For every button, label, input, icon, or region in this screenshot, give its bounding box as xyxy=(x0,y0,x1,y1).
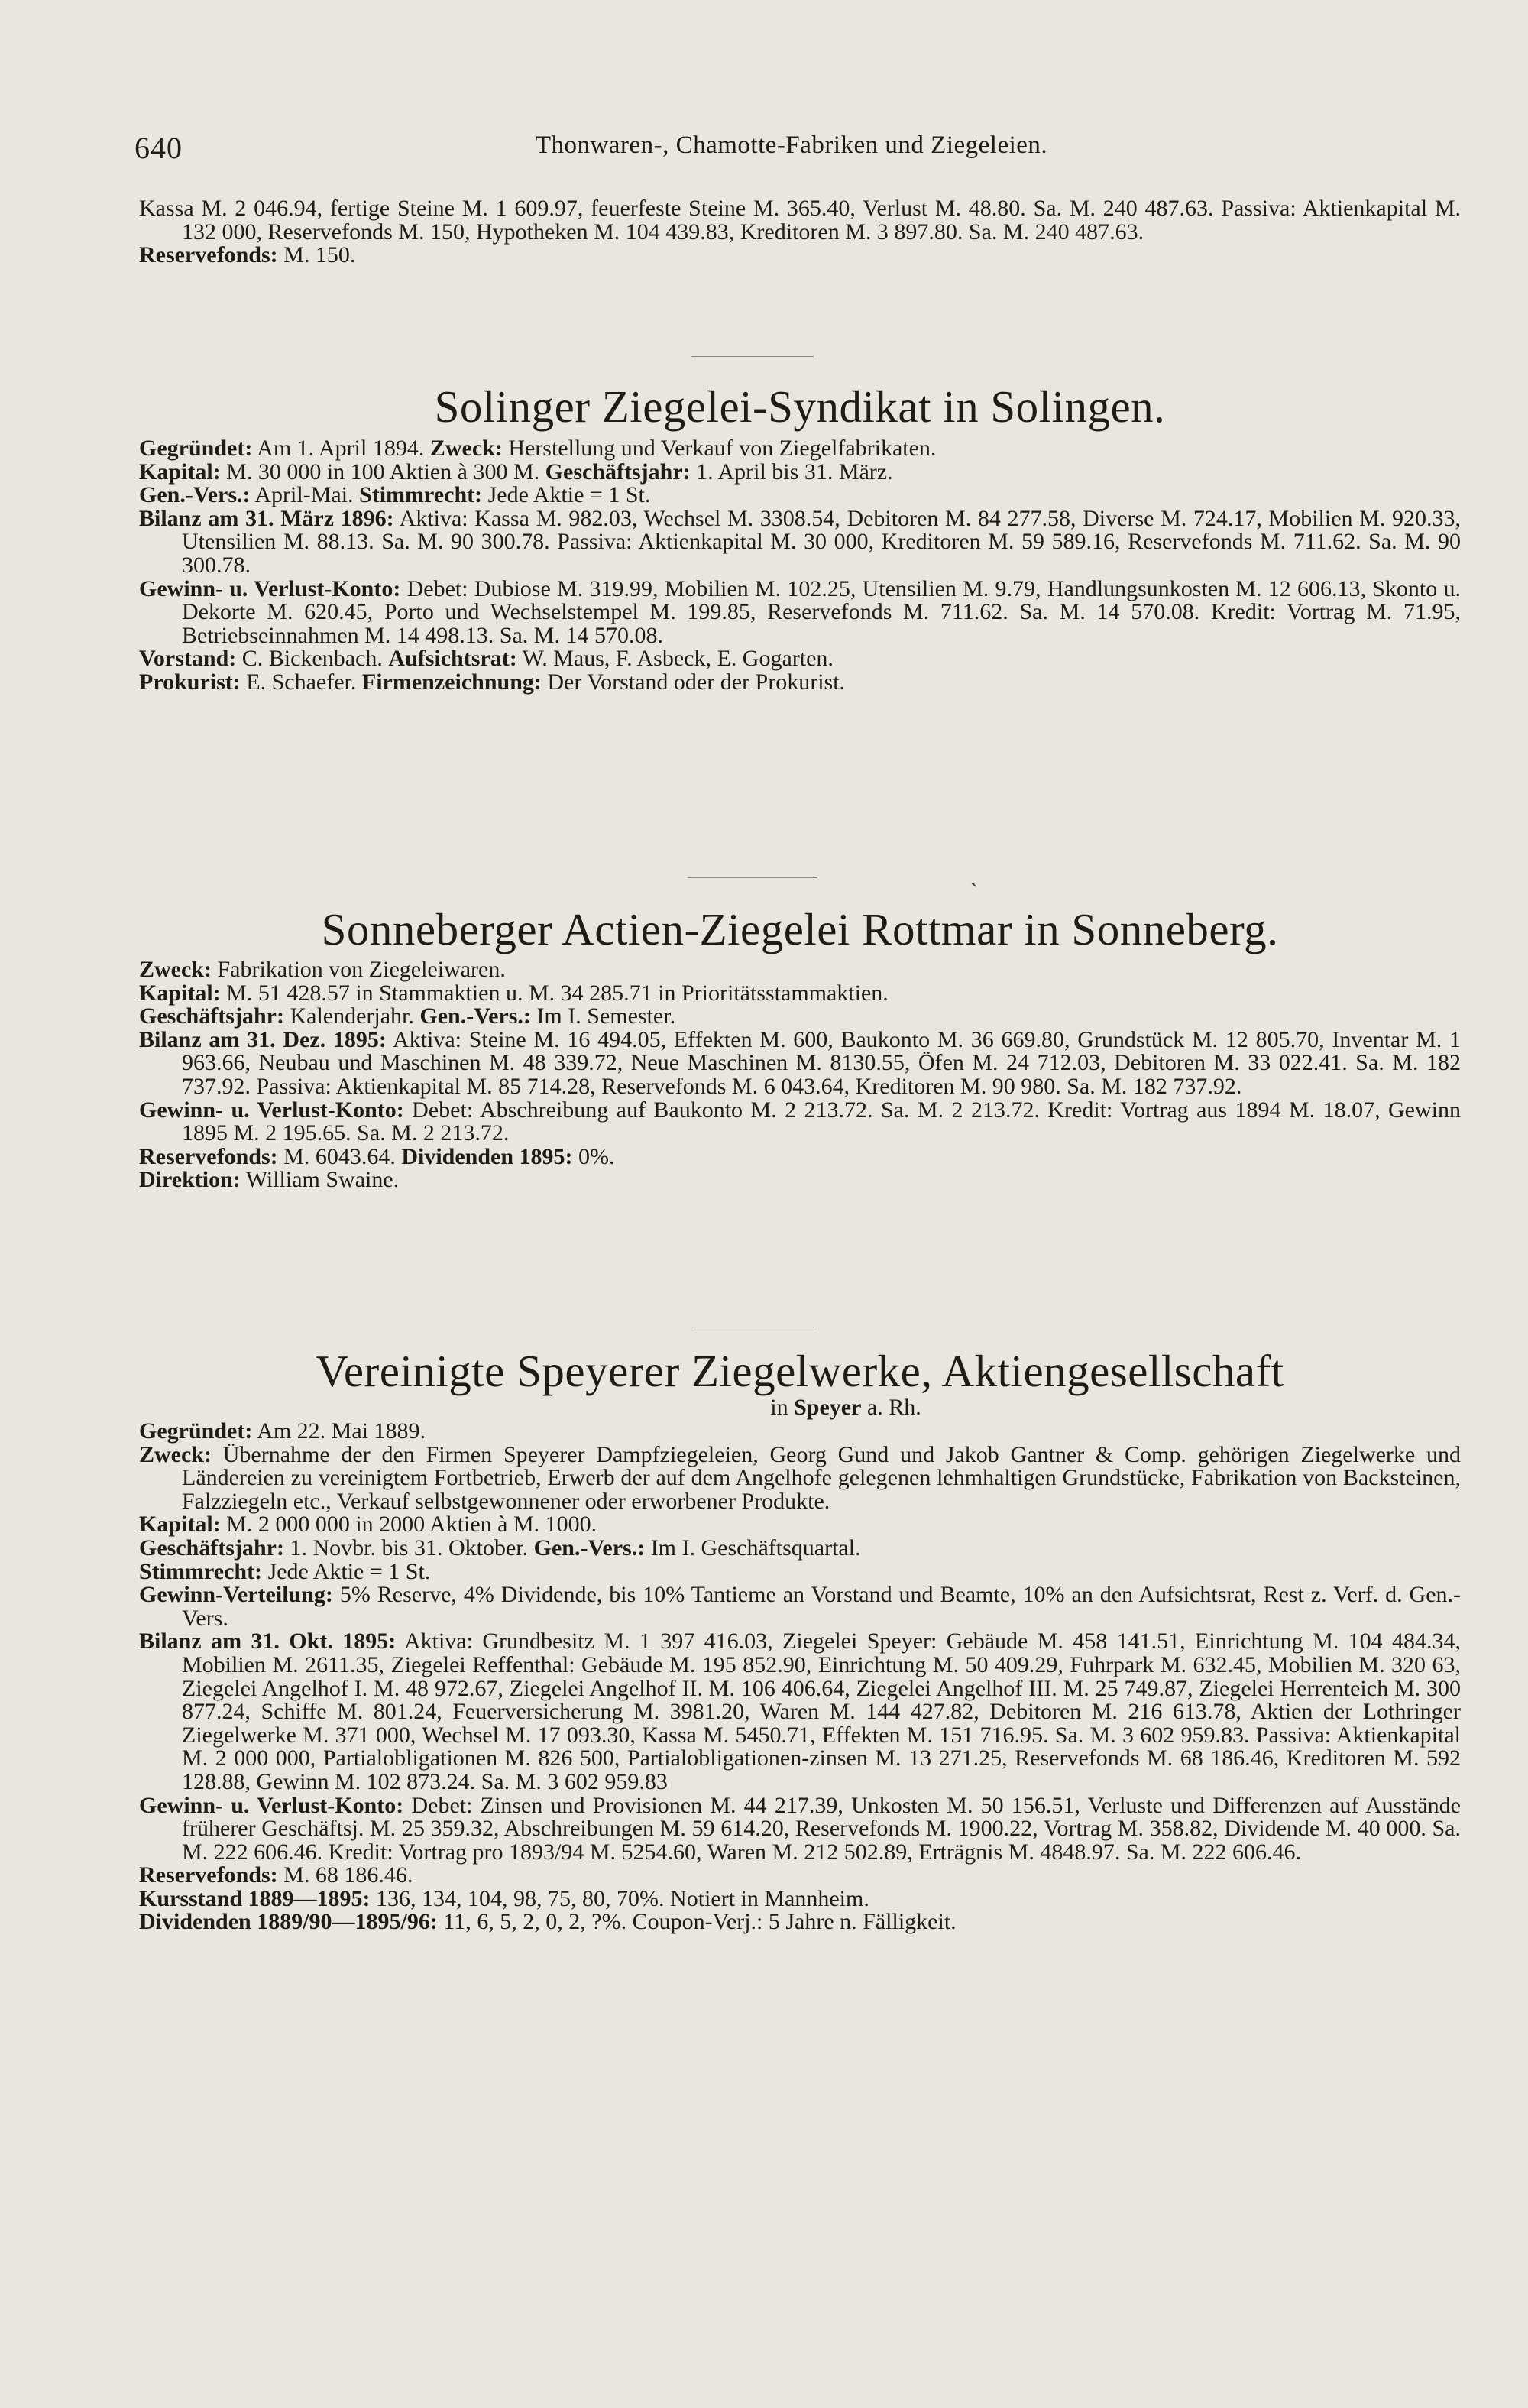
entry-label: Gewinn- u. Verlust-Konto: xyxy=(139,575,401,601)
entry-text: M. 150. xyxy=(277,242,356,268)
entry-meeting-vote xyxy=(139,484,1461,507)
carryover-reserve xyxy=(139,244,1461,267)
entry-label: Gewinn- u. Verlust-Konto: xyxy=(139,1097,404,1123)
company-location xyxy=(139,1395,1461,1420)
entry-text: M. 6043.64. xyxy=(277,1143,402,1169)
entry-label: Gen.-Vers.: xyxy=(139,482,251,508)
entry-purpose xyxy=(139,1441,1461,1514)
entry-price-history xyxy=(139,1885,1461,1911)
entry-label: Zweck: xyxy=(429,436,503,461)
section-solinger xyxy=(139,382,1461,695)
entry-text: M. 2 000 000 in 2000 Aktien à M. 1000. xyxy=(220,1512,597,1538)
entry-profit-distribution xyxy=(139,1583,1461,1630)
entry-label: Zweck: xyxy=(139,957,212,982)
entry-label: Firmenzeichnung: xyxy=(361,669,542,695)
entry-label: Kapital: xyxy=(139,980,221,1006)
entry-text: Fabrikation von Ziegeleiwaren. xyxy=(211,957,506,982)
entry-text: M. 30 000 in 100 Aktien à 300 M. xyxy=(220,459,545,485)
location-prefix: in xyxy=(770,1395,795,1420)
section-separator xyxy=(691,356,814,357)
entry-label: Gegründet: xyxy=(139,436,253,461)
entry-label: Stimmrecht: xyxy=(139,1558,263,1584)
entry-text: 136, 134, 104, 98, 75, 80, 70%. Notiert in Mannheim. xyxy=(370,1885,869,1911)
entry-text: Kalenderjahr. xyxy=(283,1003,420,1029)
entry-label: Zweck: xyxy=(139,1441,212,1467)
entry-balance xyxy=(139,1630,1461,1794)
entry-founded xyxy=(139,1420,1461,1444)
entry-label: Direktion: xyxy=(139,1167,241,1193)
entry-vote xyxy=(139,1558,1461,1584)
entry-text: 11, 6, 5, 2, 0, 2, ?%. Coupon-Verj.: 5 Jahre n. Fälligkeit. xyxy=(437,1909,957,1935)
entry-label: Bilanz am 31. März 1896: xyxy=(139,505,394,531)
page-number: 640 xyxy=(134,131,183,165)
company-title: Solinger Ziegelei-Syndikat in Solingen. xyxy=(434,381,1166,432)
entry-text: 0%. xyxy=(572,1143,615,1169)
section-sonneberger xyxy=(139,905,1461,1192)
entry-label: Gen.-Vers.: xyxy=(419,1003,531,1029)
entry-label: Stimmrecht: xyxy=(359,482,483,508)
entry-label: Bilanz am 31. Dez. 1895: xyxy=(139,1026,387,1052)
company-title: Vereinigte Speyerer Ziegelwerke, Aktiengesellschaft xyxy=(316,1346,1284,1396)
entry-text: April-Mai. xyxy=(250,482,360,508)
section-speyerer xyxy=(139,1347,1461,1934)
entry-label: Reservefonds: xyxy=(139,1862,278,1888)
entry-capital xyxy=(139,982,1461,1006)
entry-text: Aktiva: Grundbesitz M. 1 397 416.03, Ziegelei Speyer: Gebäude M. 458 141.51, Einrichtung M. 104 484.34, Mobilien M. 2611.35, Ziegelei Reffenthal: Gebäude M. 195 852.90, Einrichtung M. 50 409.29, Fuhrpark M. 632.45, Mobilien M. 320 63, Ziegelei Angelhof I. M. 48 972.67, Ziegelei Angelhof II. M. 106 406.64, Ziegelei Angelhof III. M. 25 749.87, Ziegelei Herrenteich M. 300 877.24, Schiffe M. 801.24, Feuerversicherung M. 3981.20, Waren M. 144 427.82, Debitoren M. 216 613.78, Aktien der Lothringer Ziegelwerke M. 371 000, Wechsel M. 17 093.30, Kassa M. 5450.71, Effekten M. 151 716.95. Sa. M. 3 602 959.83. Passiva: Aktienkapital M. 2 000 000, Partialobligationen M. 826 500, Partialobligationen-zinsen M. 13 271.25, Reservefonds M. 68 186.46, Kreditoren M. 592 128.88, Gewinn M. 102 873.24. Sa. M. 3 602 959.83 xyxy=(182,1629,1462,1794)
entry-signature xyxy=(139,671,1461,695)
location-city: Speyer xyxy=(794,1395,862,1420)
entry-profit-loss xyxy=(139,1794,1461,1865)
entry-text: E. Schaefer. xyxy=(240,669,362,695)
entry-text: William Swaine. xyxy=(240,1167,400,1193)
entry-label: Aufsichtsrat: xyxy=(388,646,517,672)
entry-text: Debet: Zinsen und Provisionen M. 44 217.39, Unkosten M. 50 156.51, Verluste und Differenzen auf Ausstände früherer Geschäftsj. M. 25 359.32, Abschreibungen M. 59 614.20, Reservefonds M. 1900.22, Vortrag M. 358.82, Dividende M. 40 000. Sa. M. 222 606.46. Kredit: Vortrag pro 1893/94 M. 5254.60, Waren M. 212 502.89, Erträgnis M. 4848.97. Sa. M. 222 606.46. xyxy=(182,1792,1461,1865)
entry-balance xyxy=(139,1026,1461,1099)
entry-label: Vorstand: xyxy=(139,646,237,672)
entry-board xyxy=(139,647,1461,671)
entry-text: Debet: Dubiose M. 319.99, Mobilien M. 102.25, Utensilien M. 9.79, Handlungsunkosten M. 12 606.13, Skonto u. Dekorte M. 620.45, Porto und Wechselstempel M. 199.85, Reservefonds M. 711.62. Sa. M. 14 570.08. Kredit: Vortrag M. 71.95, Betriebseinnahmen M. 14 498.13. Sa. M. 14 570.08. xyxy=(182,575,1462,648)
entry-label: Gen.-Vers.: xyxy=(533,1535,646,1561)
entry-label: Reservefonds: xyxy=(139,1143,278,1169)
entry-dividends xyxy=(139,1911,1461,1934)
entry-text: Übernahme der den Firmen Speyerer Dampfziegeleien, Georg Gund und Jakob Gantner & Comp. gehörigen Ziegelwerke und Ländereien zu vereinigtem Fortbetrieb, Erwerb der auf dem Angelhofe gelegenen lehmhaltigen Grundstücke, Fabrikation von Backsteinen, Falzziegeln etc., Verkauf selbstgewonnener oder erworbener Produkte. xyxy=(182,1441,1461,1514)
entry-text: Aktiva: Kassa M. 982.03, Wechsel M. 3308.54, Debitoren M. 84 277.58, Diverse M. 724.17, Mobilien M. 920.33, Utensilien M. 88.13. Sa. M. 90 300.78. Passiva: Aktienkapital M. 30 000, Kreditoren M. 59 589.16, Reservefonds M. 711.62. Sa. M. 90 300.78. xyxy=(182,505,1461,578)
entry-text: 1. Novbr. bis 31. Oktober. xyxy=(283,1535,534,1561)
page-header xyxy=(134,130,1449,176)
entry-label: Dividenden 1889/90—1895/96: xyxy=(139,1909,438,1935)
entry-text: W. Maus, F. Asbeck, E. Gogarten. xyxy=(516,646,834,672)
entry-profit-loss xyxy=(139,1099,1461,1146)
stray-mark: ˏ xyxy=(970,862,978,887)
entry-reserve xyxy=(139,1864,1461,1888)
company-title: Sonneberger Actien-Ziegelei Rottmar in Sonneberg. xyxy=(321,904,1279,954)
entry-label: Gewinn- u. Verlust-Konto: xyxy=(139,1792,404,1818)
entry-profit-loss xyxy=(139,575,1462,648)
entry-text: 1. April bis 31. März. xyxy=(690,459,893,485)
entry-text: Der Vorstand oder der Prokurist. xyxy=(541,669,846,695)
running-title: Thonwaren-, Chamotte-Fabriken und Ziegeleien. xyxy=(535,131,1048,159)
entry-label: Kapital: xyxy=(139,1512,221,1538)
entry-text: Aktiva: Steine M. 16 494.05, Effekten M. 600, Baukonto M. 36 669.80, Grundstück M. 12 805.70, Inventar M. 1 963.66, Neubau und Maschinen M. 48 339.72, Neue Maschinen M. 8130.55, Öfen M. 24 712.03, Debitoren M. 33 022.41. Sa. M. 182 737.92. Passiva: Aktienkapital M. 85 714.28, Reservefonds M. 6 043.64, Kreditoren M. 90 980. Sa. M. 182 737.92. xyxy=(182,1026,1461,1099)
entry-label: Prokurist: xyxy=(139,669,241,695)
entry-text: Jede Aktie = 1 St. xyxy=(262,1558,431,1584)
entry-balance xyxy=(139,507,1461,578)
entry-label: Geschäftsjahr: xyxy=(139,1535,284,1561)
entry-text: Am 22. Mai 1889. xyxy=(252,1418,426,1444)
entry-label: Geschäftsjahr: xyxy=(139,1003,284,1029)
carryover-paragraph: Kassa M. 2 046.94, fertige Steine M. 1 609.97, feuerfeste Steine M. 365.40, Verlust M. 48.80. Sa. M. 240 487.63. Passiva: Aktienkapital M. 132 000, Reservefonds M. 150, Hypotheken M. 104 439.83, Kreditoren M. 3 897.80. Sa. M. 240 487.63. xyxy=(139,196,1461,245)
entry-text: Herstellung und Verkauf von Ziegelfabrikaten. xyxy=(502,436,937,461)
entry-text: Debet: Abschreibung auf Baukonto M. 2 213.72. Sa. M. 2 213.72. Kredit: Vortrag aus 1894 M. 18.07, Gewinn 1895 M. 2 195.65. Sa. M. 2 213.72. xyxy=(182,1097,1461,1146)
entry-year-meeting xyxy=(139,1005,1461,1029)
entry-founded-purpose xyxy=(139,437,1461,461)
entry-label: Kursstand 1889—1895: xyxy=(139,1885,371,1911)
entry-label: Reservefonds: xyxy=(139,242,278,268)
entry-label: Kapital: xyxy=(139,459,221,485)
entry-label: Dividenden 1895: xyxy=(401,1143,573,1169)
entry-text: Im I. Geschäftsquartal. xyxy=(645,1535,861,1561)
entry-text: M. 68 186.46. xyxy=(277,1862,413,1888)
section-separator xyxy=(688,877,817,878)
entry-label: Geschäftsjahr: xyxy=(545,459,691,485)
entry-text: M. 51 428.57 in Stammaktien u. M. 34 285.71 in Prioritätsstammaktien. xyxy=(220,980,889,1006)
entry-reserve-dividend xyxy=(139,1143,1461,1169)
entry-capital xyxy=(139,1513,1461,1537)
entry-year-meeting xyxy=(139,1537,1461,1561)
entry-text: Jede Aktie = 1 St. xyxy=(482,482,651,508)
entry-direction xyxy=(139,1168,1461,1192)
entry-purpose xyxy=(139,958,1461,982)
entry-text: Im I. Semester. xyxy=(530,1003,676,1029)
entry-label: Gegründet: xyxy=(139,1418,253,1444)
entry-text: 5% Reserve, 4% Dividende, bis 10% Tantieme an Vorstand und Beamte, 10% an den Aufsichtsrat, Rest z. Verf. d. Gen.-Vers. xyxy=(182,1582,1461,1631)
entry-capital-year xyxy=(139,461,1461,485)
entry-label: Gewinn-Verteilung: xyxy=(139,1582,333,1608)
location-suffix: a. Rh. xyxy=(861,1395,921,1420)
entry-text: C. Bickenbach. xyxy=(236,646,389,672)
entry-label: Bilanz am 31. Okt. 1895: xyxy=(139,1629,397,1654)
carryover-block xyxy=(139,197,1461,267)
entry-text: Am 1. April 1894. xyxy=(252,436,430,461)
